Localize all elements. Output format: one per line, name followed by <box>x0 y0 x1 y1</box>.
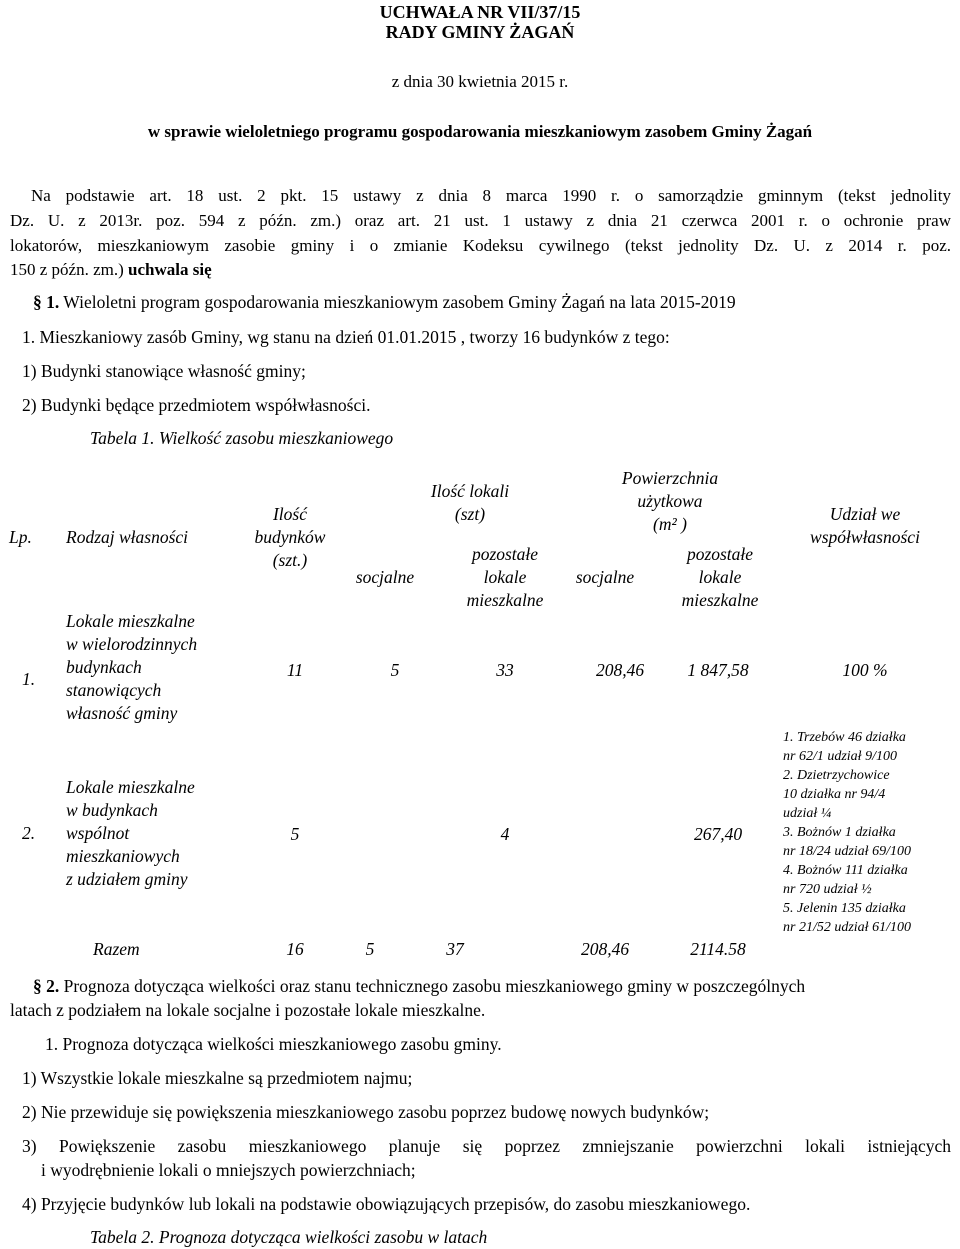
table1-row1-social-units: 5 <box>390 660 400 680</box>
preamble-line4 <box>10 260 212 280</box>
section2-item2: 2) Nie przewiduje się powiększenia mieszkaniowego zasobu poprzez budowę nowych budynków; <box>22 1102 710 1122</box>
table1-row1-lp: 1. <box>22 669 36 689</box>
section2-heading-line1 <box>33 976 951 997</box>
preamble-line4-bold: uchwala się <box>123 260 212 279</box>
table1-header-units-other-l2: lokale <box>483 567 527 587</box>
document-title-line2: RADY GMINY ŻAGAŃ <box>385 22 575 42</box>
table1-header-units-l1: Ilość lokali <box>430 481 510 501</box>
table1-row1-buildings: 11 <box>286 660 304 680</box>
table1-row2-share-notes <box>783 728 958 937</box>
table1-row1-type-l3: budynkach <box>66 657 142 677</box>
table1-row1-share: 100 % <box>842 660 888 680</box>
table1-header-area-l1: Powierzchnia <box>621 468 719 488</box>
table1-header-buildings <box>240 503 340 572</box>
section1-item2: 2) Budynki będące przedmiotem współwłasności. <box>22 395 371 415</box>
table1-row1-other-units: 33 <box>496 660 514 680</box>
table1-header-type: Rodzaj własności <box>66 527 189 547</box>
table1-row2-type-l1: Lokale mieszkalne <box>66 777 195 797</box>
table1 <box>0 460 960 970</box>
share-note-4a: 4. Bożnów 111 działka <box>783 863 908 878</box>
table1-row1-type-l2: w wielorodzinnych <box>66 634 198 654</box>
table1-header-share <box>785 503 945 549</box>
share-note-1a: 1. Trzebów 46 działka <box>783 730 906 745</box>
section1-title: Wieloletni program gospodarowania mieszkaniowym zasobem Gminy Żagań na lata 2015-2019 <box>59 292 736 312</box>
table1-row1-type-l1: Lokale mieszkalne <box>66 611 195 631</box>
table1-header-buildings-l1: Ilość <box>272 504 308 524</box>
table1-header-area-l2: użytkowa <box>637 491 703 511</box>
table1-total-buildings: 16 <box>286 939 304 959</box>
section1-symbol: § 1. <box>33 292 60 312</box>
table1-header-area-other <box>665 543 775 612</box>
document-date: z dnia 30 kwietnia 2015 r. <box>391 72 569 91</box>
table1-row2-type-l3: wspólnot <box>66 823 130 843</box>
table1-header-units-other-l3: mieszkalne <box>466 590 544 610</box>
table1-header-units-l2: (szt) <box>454 504 486 524</box>
table1-row2-buildings: 5 <box>290 824 300 844</box>
preamble-line4-text: 150 z późn. zm.) <box>10 260 124 279</box>
section2-title-line2: latach z podziałem na lokale socjalne i pozostałe lokale mieszkalne. <box>10 1000 486 1020</box>
table1-row2-type <box>66 776 195 891</box>
section2-paragraph1: 1. Prognoza dotycząca wielkości mieszkaniowego zasobu gminy. <box>45 1034 502 1054</box>
table1-header-buildings-l3: (szt.) <box>272 550 308 570</box>
table1-row1-social-area: 208,46 <box>595 660 645 680</box>
table1-header-area-other-l1: pozostałe <box>686 544 754 564</box>
table1-row1-type <box>66 610 197 725</box>
table1-total-other-area: 2114.58 <box>690 939 746 959</box>
table1-header-share-l1: Udział we <box>829 504 901 524</box>
document-subject: w sprawie wieloletniego programu gospodarowania mieszkaniowym zasobem Gminy Żagań <box>147 122 813 141</box>
table1-header-buildings-l2: budynków <box>254 527 326 547</box>
table1-header-units <box>370 480 570 526</box>
document-title-line1: UCHWAŁA NR VII/37/15 <box>379 2 581 22</box>
table1-row1-other-area: 1 847,58 <box>687 660 749 680</box>
section2-item4: 4) Przyjęcie budynków lub lokali na podstawie obowiązujących przepisów, do zasobu mieszkaniowego. <box>22 1194 751 1214</box>
share-note-1b: nr 62/1 udział 9/100 <box>783 749 897 764</box>
share-note-4b: nr 720 udział ½ <box>783 882 872 897</box>
table2-caption: Tabela 2. Prognoza dotycząca wielkości zasobu w latach <box>90 1227 488 1247</box>
preamble-line2: Dz. U. z 2013r. poz. 594 z późn. zm.) oraz art. 21 ust. 1 ustawy z dnia 21 czerwca 2001 r. o ochronie praw <box>10 211 951 230</box>
share-note-5a: 5. Jelenin 135 działka <box>783 901 906 916</box>
table1-total-social-units: 5 <box>365 939 375 959</box>
section2-item3: 3) Powiększenie zasobu mieszkaniowego planuje się poprzez zmniejszanie powierzchni lokali istniejących <box>22 1136 951 1156</box>
table1-header-units-social: socjalne <box>355 567 415 587</box>
section1-item1: 1) Budynki stanowiące własność gminy; <box>22 361 306 381</box>
table1-row2-other-area: 267,40 <box>693 824 743 844</box>
table1-caption: Tabela 1. Wielkość zasobu mieszkaniowego <box>90 428 394 448</box>
share-note-2a: 2. Dzietrzychowice <box>783 768 890 783</box>
share-note-3b: nr 18/24 udział 69/100 <box>783 844 911 859</box>
section2-item3-continued: i wyodrębnienie lokali o mniejszych powierzchniach; <box>41 1160 416 1180</box>
table1-row2-type-l5: z udziałem gminy <box>66 869 188 889</box>
table1-total-social-area: 208,46 <box>580 939 630 959</box>
table1-header-area-other-l2: lokale <box>698 567 742 587</box>
table1-row2-type-l2: w budynkach <box>66 800 158 820</box>
share-note-5b: nr 21/52 udział 61/100 <box>783 920 911 935</box>
share-note-2c: udział ¼ <box>783 806 832 821</box>
table1-header-area-l3: (m² ) <box>653 514 687 534</box>
table1-row1-type-l4: stanowiących <box>66 680 162 700</box>
table1-total-other-units: 37 <box>446 939 464 959</box>
table1-row2-lp: 2. <box>22 823 36 843</box>
table1-header-units-other <box>455 543 555 612</box>
section2-title-line1: Prognoza dotycząca wielkości oraz stanu technicznego zasobu mieszkaniowego gminy w poszczególnych <box>59 976 806 996</box>
table1-row1-type-l5: własność gminy <box>66 703 178 723</box>
share-note-2b: 10 działka nr 94/4 <box>783 787 886 802</box>
table1-header-share-l2: współwłasności <box>810 527 920 547</box>
table1-header-area <box>600 467 740 536</box>
section2-symbol: § 2. <box>33 976 60 996</box>
preamble-line1: Na podstawie art. 18 ust. 2 pkt. 15 ustawy z dnia 8 marca 1990 r. o samorządzie gminnym (tekst jednolity <box>31 186 951 205</box>
section1-heading <box>33 292 736 313</box>
table1-header-lp: Lp. <box>9 527 32 547</box>
preamble-line3: lokatorów, mieszkaniowym zasobie gminy i o zmianie Kodeksu cywilnego (tekst jednolity Dz. U. z 2014 r. poz. <box>10 236 951 255</box>
table1-header-area-other-l3: mieszkalne <box>681 590 759 610</box>
table1-total-label: Razem <box>93 939 140 959</box>
table1-header-area-social: socjalne <box>575 567 635 587</box>
table1-header-units-other-l1: pozostałe <box>471 544 539 564</box>
table1-row2-other-units: 4 <box>500 824 510 844</box>
share-note-3a: 3. Bożnów 1 działka <box>783 825 896 840</box>
section2-item1: 1) Wszystkie lokale mieszkalne są przedmiotem najmu; <box>22 1068 413 1088</box>
section1-paragraph1: 1. Mieszkaniowy zasób Gminy, wg stanu na dzień 01.01.2015 , tworzy 16 budynków z tego: <box>22 327 670 347</box>
table1-row2-type-l4: mieszkaniowych <box>66 846 180 866</box>
